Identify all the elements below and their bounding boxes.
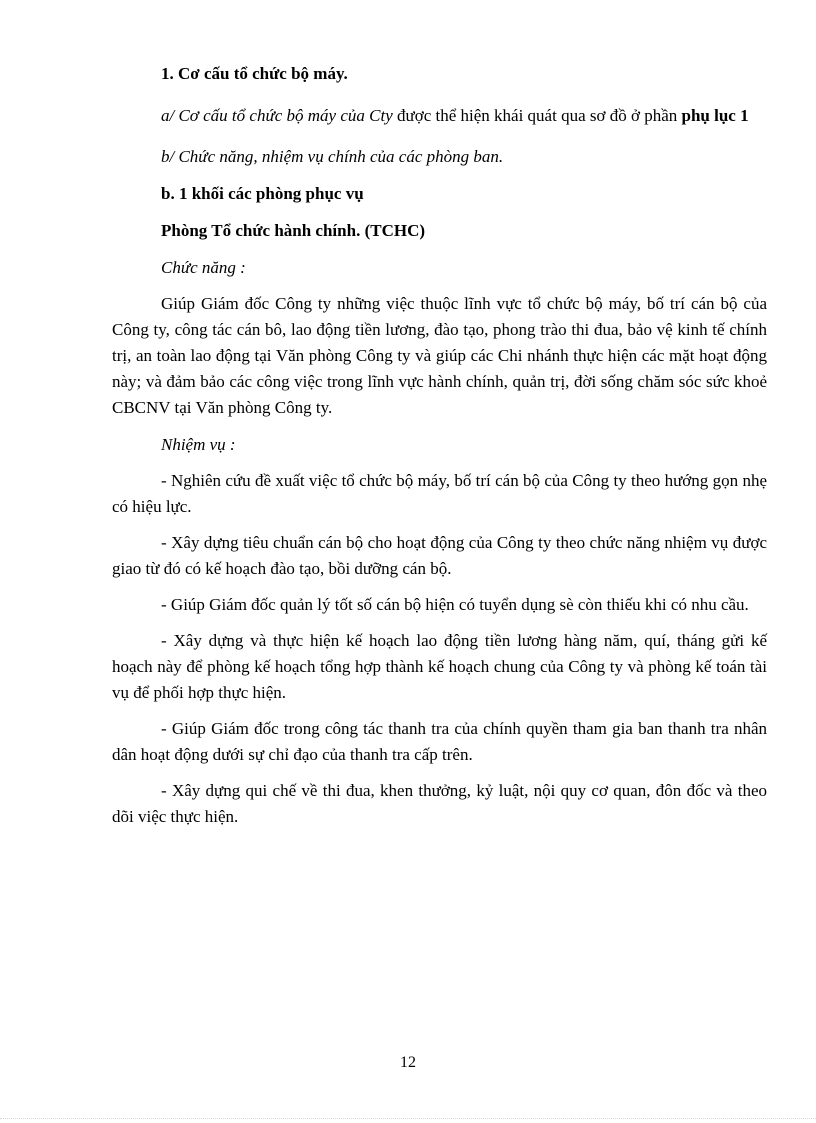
duty-item-2: - Xây dựng tiêu chuẩn cán bộ cho hoạt động của Công ty theo chức năng nhiệm vụ được giao từ đó có kế hoạch đào tạo, bồi dưỡng cán bộ. (112, 533, 767, 578)
department-title: Phòng Tổ chức hành chính. (TCHC) (161, 221, 426, 240)
duty-item-5: - Giúp Giám đốc trong công tác thanh tra của chính quyền tham gia ban thanh tra nhân dân hoạt động dưới sự chỉ đạo của thanh tra cấp trên. (112, 719, 767, 764)
duties-label: Nhiệm vụ : (161, 435, 236, 454)
duty-item-1: - Nghiên cứu đề xuất việc tổ chức bộ máy, bố trí cán bộ của Công ty theo hướng gọn nhẹ có hiệu lực. (112, 471, 767, 516)
item-a-paragraph (112, 97, 767, 134)
function-label: Chức năng : (161, 258, 246, 277)
item-a-bold-text: phụ lục 1 (681, 106, 749, 125)
section-heading: 1. Cơ cấu tổ chức bộ máy. (161, 64, 348, 83)
document-body (112, 60, 767, 840)
duty-item-3: - Giúp Giám đốc quản lý tốt số cán bộ hiện có tuyển dụng sè còn thiếu khi có nhu cầu. (161, 595, 749, 614)
subheading-b1: b. 1 khối các phòng phục vụ (161, 184, 364, 203)
page-number: 12 (400, 1054, 416, 1071)
item-b-paragraph: b/ Chức năng, nhiệm vụ chính của các phòng ban. (161, 147, 504, 166)
function-paragraph: Giúp Giám đốc Công ty những việc thuộc lĩnh vực tổ chức bộ máy, bố trí cán bộ của Công ty, công tác cán bô, lao động tiền lương, đào tạo, phong trào thi đua, bảo vệ kinh tế chính trị, an toàn lao động tại Văn phòng Công ty và giúp các Chi nhánh thực hiện các mặt hoạt động này; và đảm bảo các công việc trong lĩnh vực hành chính, quản trị, đời sống chăm sóc sức khoẻ CBCNV tại Văn phòng Công ty. (112, 294, 767, 417)
duty-item-4: - Xây dựng và thực hiện kế hoạch lao động tiền lương hàng năm, quí, tháng gửi kế hoạch này để phòng kế hoạch tổng hợp thành kế hoạch chung của Công ty và phòng kế toán tài vụ để phối hợp thực hiện. (112, 631, 767, 702)
item-a-normal-text: được thể hiện khái quát qua sơ đồ ở phần (392, 106, 682, 125)
duty-item-6: - Xây dựng qui chế về thi đua, khen thưởng, kỷ luật, nội quy cơ quan, đôn đốc và theo dõi việc thực hiện. (112, 781, 767, 826)
page-bottom-divider (0, 1118, 816, 1119)
item-a-italic-text: a/ Cơ cấu tổ chức bộ máy của Cty (161, 106, 393, 125)
